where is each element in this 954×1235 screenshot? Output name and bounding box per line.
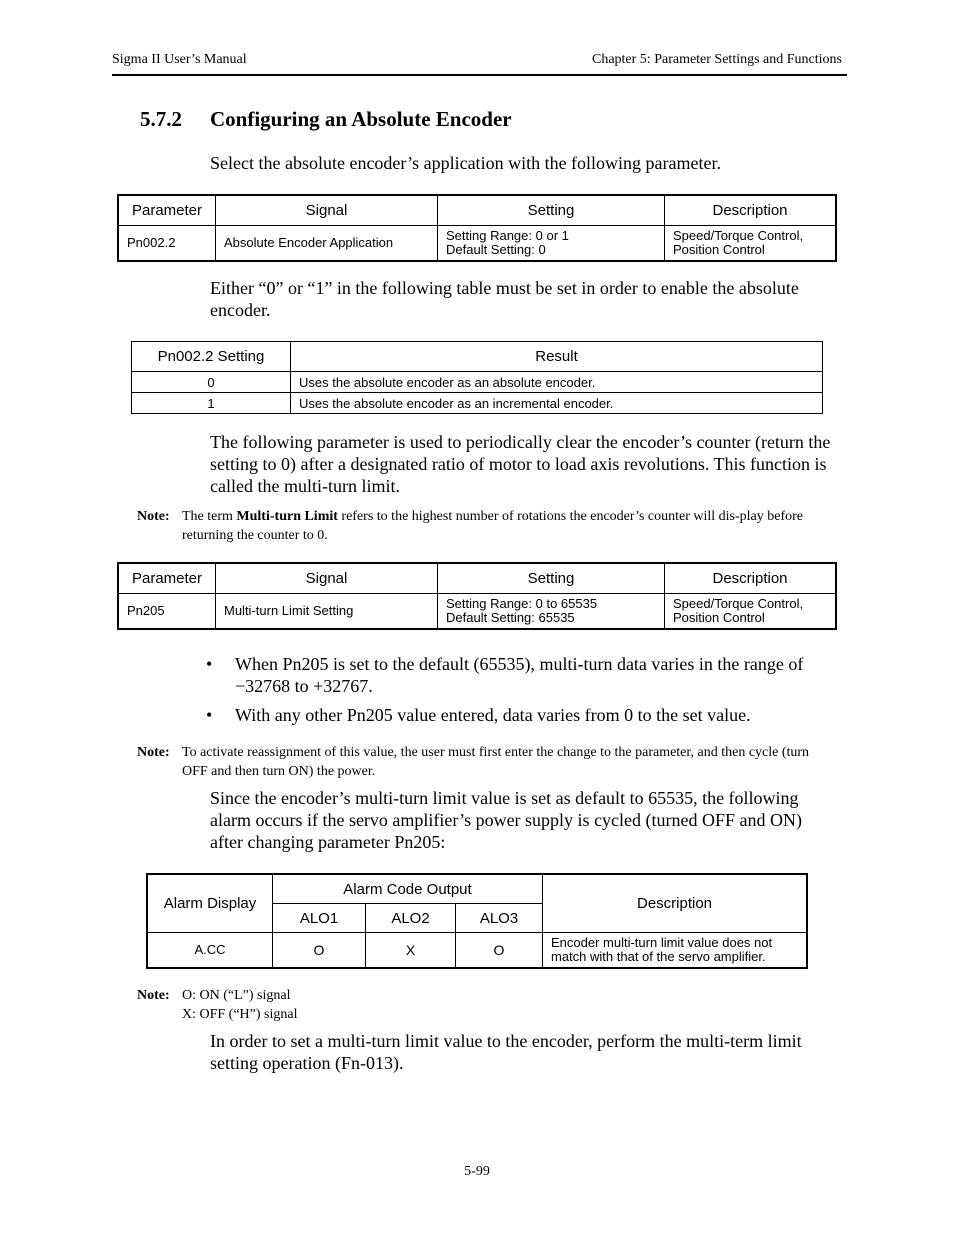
header-description: Description [665, 195, 837, 226]
table-row [132, 393, 823, 414]
note-text-before: The term [182, 509, 237, 524]
section-heading [140, 107, 512, 132]
legend-off: X: OFF (“H”) signal [182, 1007, 298, 1022]
parameter-table-pn002 [117, 194, 837, 262]
note-label: Note: [137, 988, 170, 1003]
running-header-left: Sigma II User’s Manual [112, 52, 247, 67]
table-header-row [132, 342, 823, 372]
bullet-icon: • [206, 705, 213, 725]
setting-range: Setting Range: 0 to 65535 [446, 596, 598, 611]
cell-description [665, 226, 837, 262]
header-parameter: Parameter [118, 195, 216, 226]
bullet-text: With any other Pn205 value entered, data varies from 0 to the set value. [235, 705, 751, 725]
bullet-default-range [206, 653, 836, 697]
cell-setting [438, 594, 665, 630]
table-header-row [118, 563, 836, 594]
header-rule [112, 74, 847, 76]
alarm-table [146, 873, 808, 969]
header-setting: Pn002.2 Setting [132, 342, 291, 372]
section-title: Configuring an Absolute Encoder [210, 107, 512, 131]
default-setting: Default Setting: 65535 [446, 610, 575, 625]
description-line-2: Position Control [673, 610, 765, 625]
header-alo1: ALO1 [273, 904, 366, 933]
header-description: Description [665, 563, 837, 594]
cell-setting [438, 226, 665, 262]
setting-result-table [131, 341, 823, 414]
cell-alo1: O [273, 933, 366, 969]
table-row [132, 372, 823, 393]
table-row [147, 933, 807, 969]
header-description: Description [543, 874, 808, 933]
header-parameter: Parameter [118, 563, 216, 594]
note-signal-legend [137, 986, 817, 1024]
cell-signal: Multi-turn Limit Setting [216, 594, 438, 630]
header-alo3: ALO3 [456, 904, 543, 933]
cell-alo2: X [366, 933, 456, 969]
cell-parameter: Pn205 [118, 594, 216, 630]
running-header-right: Chapter 5: Parameter Settings and Functions [591, 52, 842, 67]
paragraph-alarm: Since the encoder’s multi-turn limit value is set as default to 65535, the following alarm occurs if the servo amplifier’s power supply is cycled (turned OFF and ON) after changing parameter Pn205: [210, 788, 803, 852]
table-row [118, 594, 836, 630]
cell-result: Uses the absolute encoder as an absolute encoder. [291, 372, 823, 393]
cell-signal: Absolute Encoder Application [216, 226, 438, 262]
header-result: Result [291, 342, 823, 372]
table-header-row [118, 195, 836, 226]
header-setting: Setting [438, 195, 665, 226]
legend-on: O: ON (“L”) signal [182, 988, 291, 1003]
setting-range: Setting Range: 0 or 1 [446, 228, 569, 243]
header-alarm-display: Alarm Display [147, 874, 273, 933]
paragraph-intro: Select the absolute encoder’s application with the following parameter. [210, 153, 722, 173]
note-label: Note: [137, 509, 170, 524]
description-line-1: Speed/Torque Control, [673, 228, 804, 243]
cell-description [543, 933, 808, 969]
description-line-2: Position Control [673, 242, 765, 257]
table-row [118, 226, 836, 262]
note-text: To activate reassignment of this value, the user must first enter the change to the parameter, and then cycle (turn OFF and then turn ON) the power. [182, 745, 810, 779]
cell-parameter: Pn002.2 [118, 226, 216, 262]
description-line-1: Encoder multi-turn limit value does not [551, 935, 773, 950]
cell-alo3: O [456, 933, 543, 969]
paragraph-multiturn: The following parameter is used to periodically clear the encoder’s counter (return the setting to 0) after a designated ratio of motor to load axis revolutions. This function is called the multi-turn limit. [210, 432, 831, 496]
paragraph-enable: Either “0” or “1” in the following table must be set in order to enable the absolute encoder. [210, 278, 799, 320]
description-line-1: Speed/Torque Control, [673, 596, 804, 611]
header-alarm-code-output: Alarm Code Output [273, 874, 543, 904]
note-multiturn-limit [137, 507, 817, 545]
note-term: Multi-turn Limit [236, 509, 338, 524]
cell-result: Uses the absolute encoder as an incremental encoder. [291, 393, 823, 414]
header-signal: Signal [216, 195, 438, 226]
cell-alarm: A.CC [147, 933, 273, 969]
note-label: Note: [137, 745, 170, 760]
description-line-2: match with that of the servo amplifier. [551, 949, 766, 964]
parameter-table-pn205 [117, 562, 837, 630]
table-header-row [147, 874, 807, 904]
cell-description [665, 594, 837, 630]
header-alo2: ALO2 [366, 904, 456, 933]
paragraph-fn013: In order to set a multi-turn limit value to the encoder, perform the multi-term limit setting operation (Fn-013). [210, 1031, 802, 1073]
note-text-after: refers to the highest number of rotations the encoder’s counter will dis-play before returning the counter to 0. [182, 509, 804, 543]
header-setting: Setting [438, 563, 665, 594]
note-power-cycle [137, 743, 817, 781]
page-number: 5-99 [464, 1164, 490, 1179]
bullet-other-values [206, 704, 836, 726]
cell-setting: 1 [132, 393, 291, 414]
header-signal: Signal [216, 563, 438, 594]
default-setting: Default Setting: 0 [446, 242, 546, 257]
section-number: 5.7.2 [140, 107, 182, 131]
bullet-text: When Pn205 is set to the default (65535), multi-turn data varies in the range of −32768 to +32767. [235, 654, 804, 696]
bullet-icon: • [206, 654, 213, 674]
cell-setting: 0 [132, 372, 291, 393]
